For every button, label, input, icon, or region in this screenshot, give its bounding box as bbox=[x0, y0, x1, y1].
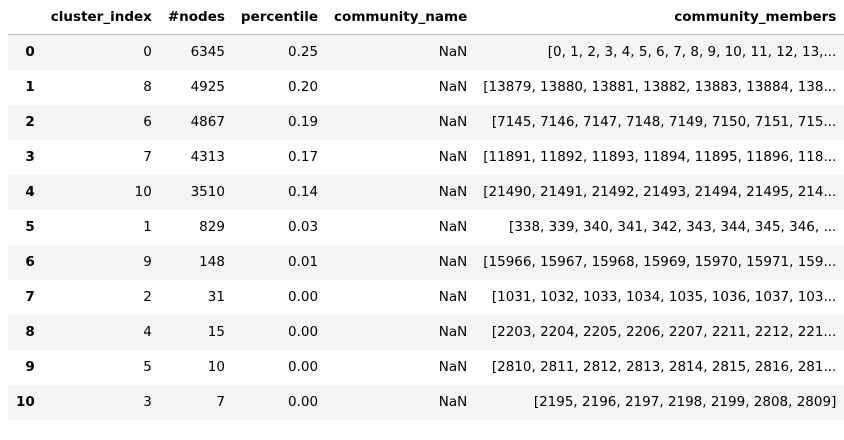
dataframe-table bbox=[8, 0, 844, 420]
cell-community-name: NaN bbox=[438, 149, 468, 165]
row-index: 1 bbox=[25, 79, 35, 95]
row-index: 2 bbox=[25, 114, 35, 130]
cell-percentile: 0.25 bbox=[287, 44, 319, 61]
table-body bbox=[8, 35, 844, 420]
cell-nodes: 31 bbox=[207, 289, 225, 305]
cell-community-name: NaN bbox=[438, 114, 468, 130]
cell-community-name: NaN bbox=[438, 359, 468, 375]
cell-cluster-index: 2 bbox=[143, 289, 152, 305]
cell-community-name: NaN bbox=[438, 44, 468, 61]
cell-percentile: 0.17 bbox=[287, 149, 319, 165]
cell-community-name: NaN bbox=[438, 184, 468, 200]
cell-percentile: 0.20 bbox=[287, 79, 319, 95]
cell-community-members bbox=[475, 210, 844, 245]
cell-nodes: 829 bbox=[199, 219, 225, 235]
header-percentile: percentile bbox=[233, 0, 326, 35]
row-index: 6 bbox=[25, 254, 35, 270]
table-row bbox=[8, 385, 844, 420]
cell-percentile: 0.00 bbox=[287, 359, 319, 375]
community-members-text: [7145, 7146, 7147, 7148, 7149, 7150, 7151, 715... bbox=[491, 114, 837, 130]
cell-cluster-index: 0 bbox=[143, 44, 152, 61]
table-row bbox=[8, 210, 844, 245]
cell-nodes: 10 bbox=[207, 359, 225, 375]
cell-community-members bbox=[475, 315, 844, 350]
cell-cluster-index: 8 bbox=[143, 79, 152, 95]
cell-nodes: 6345 bbox=[190, 44, 225, 61]
row-index: 0 bbox=[25, 44, 35, 61]
header-row bbox=[8, 0, 844, 35]
community-members-text: [338, 339, 340, 341, 342, 343, 344, 345, 346, ... bbox=[509, 219, 837, 235]
cell-community-members bbox=[475, 245, 844, 280]
cell-nodes: 4313 bbox=[190, 149, 225, 165]
cell-community-members bbox=[475, 385, 844, 420]
cell-nodes: 15 bbox=[207, 324, 225, 340]
cell-community-members bbox=[475, 70, 844, 105]
cell-community-name: NaN bbox=[438, 289, 468, 305]
cell-community-members bbox=[475, 350, 844, 385]
table-row bbox=[8, 245, 844, 280]
row-index: 3 bbox=[25, 149, 35, 165]
row-index: 10 bbox=[16, 394, 35, 410]
cell-community-name: NaN bbox=[438, 394, 468, 410]
cell-percentile: 0.14 bbox=[287, 184, 319, 200]
row-index: 7 bbox=[25, 289, 35, 305]
community-members-text: [15966, 15967, 15968, 15969, 15970, 15971, 159... bbox=[483, 254, 837, 270]
cell-percentile: 0.01 bbox=[287, 254, 319, 270]
community-members-text: [21490, 21491, 21492, 21493, 21494, 21495, 214... bbox=[483, 184, 837, 200]
cell-percentile: 0.19 bbox=[287, 114, 319, 130]
cell-cluster-index: 9 bbox=[143, 254, 152, 270]
cell-nodes: 4867 bbox=[190, 114, 225, 130]
header-nodes: #nodes bbox=[160, 0, 233, 35]
cell-percentile: 0.03 bbox=[287, 219, 319, 235]
header-index bbox=[8, 0, 43, 35]
cell-cluster-index: 4 bbox=[143, 324, 152, 340]
table-row bbox=[8, 35, 844, 70]
table-row bbox=[8, 315, 844, 350]
cell-community-members bbox=[475, 140, 844, 175]
cell-cluster-index: 10 bbox=[134, 184, 152, 200]
community-members-text: [0, 1, 2, 3, 4, 5, 6, 7, 8, 9, 10, 11, 12, 13,... bbox=[547, 44, 837, 61]
header-cluster-index: cluster_index bbox=[43, 0, 160, 35]
table-header bbox=[8, 0, 844, 35]
cell-community-members bbox=[475, 175, 844, 210]
cell-community-name: NaN bbox=[438, 254, 468, 270]
header-community-members: community_members bbox=[475, 0, 844, 35]
cell-nodes: 4925 bbox=[190, 79, 225, 95]
community-members-text: [2195, 2196, 2197, 2198, 2199, 2808, 2809] bbox=[533, 394, 837, 410]
cell-percentile: 0.00 bbox=[287, 394, 319, 410]
row-index: 8 bbox=[25, 324, 35, 340]
cell-community-name: NaN bbox=[438, 324, 468, 340]
cell-community-members bbox=[475, 105, 844, 140]
cell-cluster-index: 3 bbox=[143, 394, 152, 410]
cell-percentile: 0.00 bbox=[287, 324, 319, 340]
table-row bbox=[8, 175, 844, 210]
table-row bbox=[8, 280, 844, 315]
community-members-text: [1031, 1032, 1033, 1034, 1035, 1036, 1037, 103... bbox=[491, 289, 837, 305]
table-row bbox=[8, 350, 844, 385]
row-index: 4 bbox=[25, 184, 35, 200]
community-members-text: [13879, 13880, 13881, 13882, 13883, 13884, 138... bbox=[483, 79, 837, 95]
row-index: 5 bbox=[25, 219, 35, 235]
cell-percentile: 0.00 bbox=[287, 289, 319, 305]
cell-cluster-index: 6 bbox=[143, 114, 152, 130]
cell-community-members bbox=[475, 280, 844, 315]
table-row bbox=[8, 70, 844, 105]
cell-community-members bbox=[475, 35, 844, 70]
cell-nodes: 7 bbox=[216, 394, 225, 410]
cell-community-name: NaN bbox=[438, 219, 468, 235]
table-row bbox=[8, 105, 844, 140]
community-members-text: [2203, 2204, 2205, 2206, 2207, 2211, 2212, 221... bbox=[491, 324, 837, 340]
cell-cluster-index: 1 bbox=[143, 219, 152, 235]
cell-cluster-index: 7 bbox=[143, 149, 152, 165]
cell-nodes: 148 bbox=[199, 254, 225, 270]
header-community-name: community_name bbox=[326, 0, 475, 35]
cell-nodes: 3510 bbox=[190, 184, 225, 200]
community-members-text: [2810, 2811, 2812, 2813, 2814, 2815, 2816, 281... bbox=[491, 359, 837, 375]
row-index: 9 bbox=[25, 359, 35, 375]
community-members-text: [11891, 11892, 11893, 11894, 11895, 11896, 118... bbox=[483, 149, 837, 165]
dataframe-output bbox=[8, 0, 844, 420]
cell-community-name: NaN bbox=[438, 79, 468, 95]
cell-cluster-index: 5 bbox=[143, 359, 152, 375]
table-row bbox=[8, 140, 844, 175]
